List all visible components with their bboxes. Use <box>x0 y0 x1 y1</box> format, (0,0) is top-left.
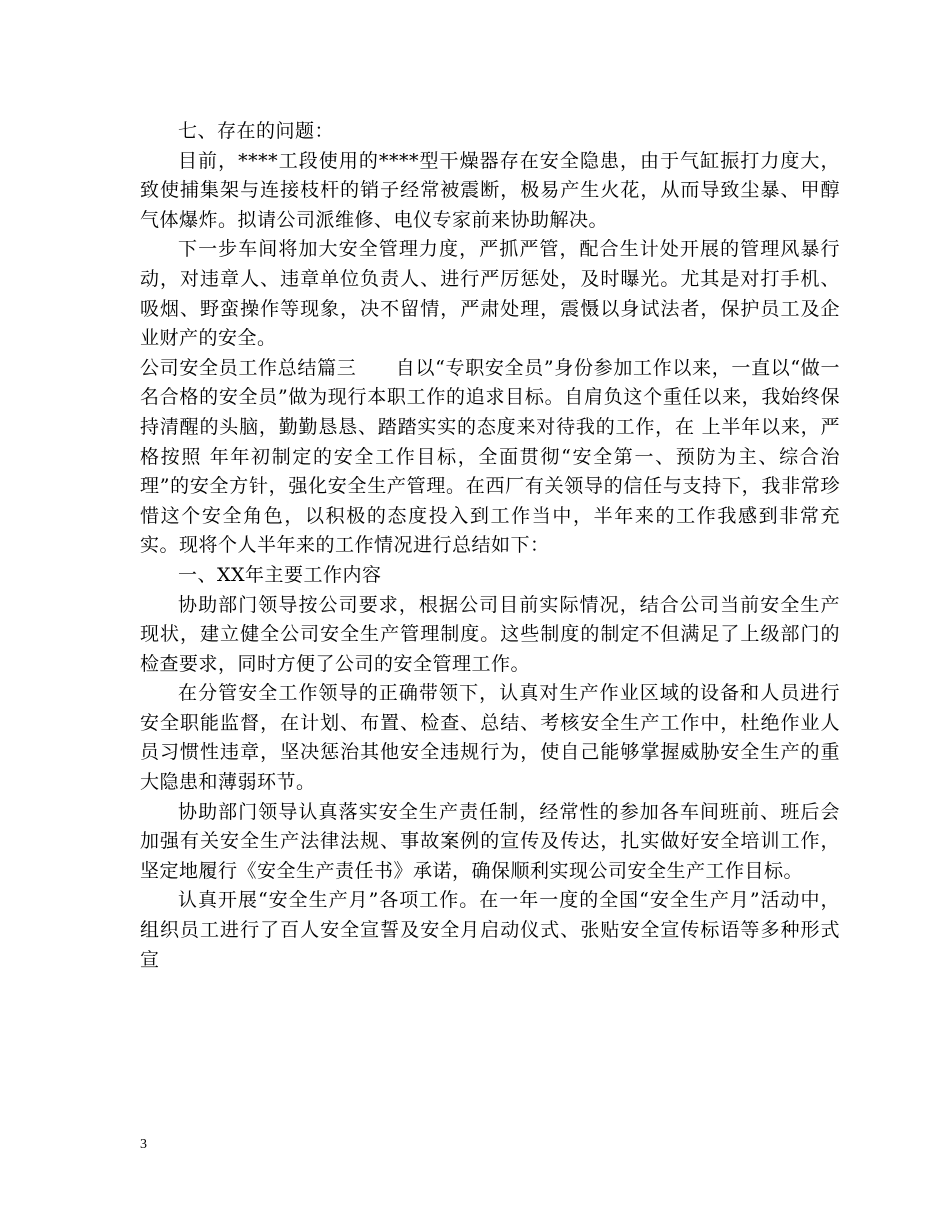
paragraph-next-steps: 下一步车间将加大安全管理力度，严抓严管，配合生计处开展的管理风暴行动，对违章人、违章单位负责人、进行严厉惩处，及时曝光。尤其是对打手机、吸烟、野蛮操作等现象，决不留情，严肃处理，震慑以身试法者，保护员工及企业财产的安全。 <box>140 238 840 350</box>
paragraph-dryer-hazard: 目前，****工段使用的****型干燥器存在安全隐患，由于气缸振打力度大，致使捕集架与连接枝杆的销子经常被震断，极易产生火花，从而导致尘暴、甲醇气体爆炸。拟请公司派维修、电仪专家前来协助解决。 <box>140 149 840 231</box>
document-body <box>140 117 840 975</box>
paragraph-supervision: 在分管安全工作领导的正确带领下，认真对生产作业区域的设备和人员进行安全职能监督，在计划、布置、检查、总结、考核安全生产工作中，杜绝作业人员习惯性违章，坚决惩治其他安全违规行为，使自己能够掌握威胁安全生产的重大隐患和薄弱环节。 <box>140 682 840 794</box>
paragraph-safety-month: 认真开展“安全生产月”各项工作。在一年一度的全国“安全生产月”活动中，组织员工进行了百人安全宣誓及安全月启动仪式、张贴安全宣传标语等多种形式宣 <box>140 889 840 971</box>
paragraph-responsibility: 协助部门领导认真落实安全生产责任制，经常性的参加各车间班前、班后会加强有关安全生产法律法规、事故案例的宣传及传达，扎实做好安全培训工作，坚定地履行《安全生产责任书》承诺，确保顺利实现公司安全生产工作目标。 <box>140 800 840 882</box>
section-heading-problems: 七、存在的问题： <box>178 120 335 142</box>
paragraph-summary-part-three: 公司安全员工作总结篇三 自以“专职安全员”身份参加工作以来，一直以“做一名合格的安全员”做为现行本职工作的追求目标。自肩负这个重任以来，我始终保持清醒的头脑，勤勤恳恳、踏踏实实的态度来对待我的工作，在 上半年以来，严格按照 年年初制定的安全工作目标，全面贯彻“安全第一、预防为主、综合治理”的安全方针，强化安全生产管理。在西厂有关领导的信任与支持下，我非常珍惜这个安全角色，以积极的态度投入到工作当中，半年来的工作我感到非常充实。现将个人半年来的工作情况进行总结如下： <box>140 356 840 557</box>
section-heading-main-work: 一、XX年主要工作内容 <box>178 563 382 586</box>
paragraph-management-system: 协助部门领导按公司要求，根据公司目前实际情况，结合公司当前安全生产现状，建立健全公司安全生产管理制度。这些制度的制定不但满足了上级部门的检查要求，同时方便了公司的安全管理工作。 <box>140 593 840 675</box>
page-number: 3 <box>140 1137 147 1152</box>
